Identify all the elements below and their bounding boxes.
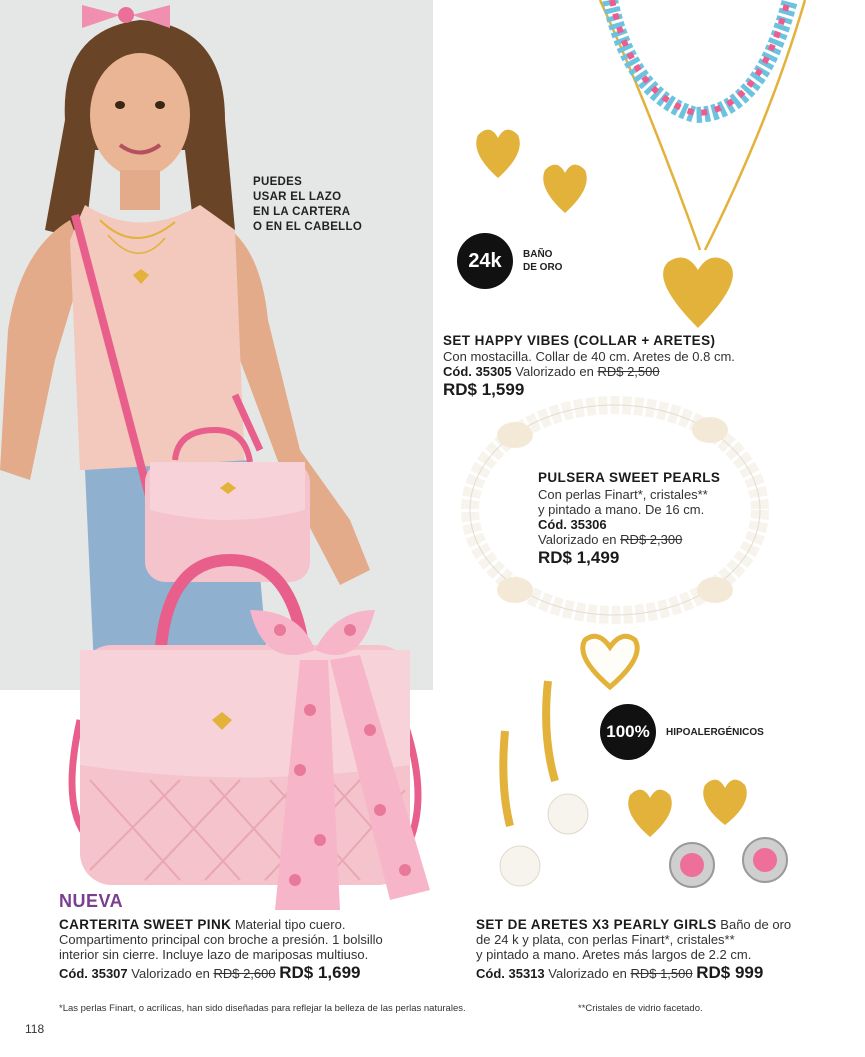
valued-label: Valorizado en (548, 966, 627, 981)
price-row (59, 965, 383, 981)
pearls-footnote: *Las perlas Finart, o acrílicas, han sido diseñadas para reflejar la belleza de las perlas naturales. (59, 1003, 466, 1014)
gold-label-line: DE ORO (523, 262, 563, 273)
product-title: PULSERA SWEET PEARLS (538, 470, 721, 485)
new-tag: NUEVA (59, 891, 124, 911)
title-row (59, 917, 383, 932)
crystals-footnote: **Cristales de vidrio facetado. (578, 1003, 703, 1014)
pearly-girls-info (476, 917, 791, 981)
gold-heart-earrings-image (470, 123, 590, 218)
heart-and-crystal-studs-image (620, 775, 800, 895)
valued-row (538, 532, 720, 547)
product-description-line: interior sin cierre. Incluye lazo de mariposas multiuso. (59, 947, 369, 962)
page-number: 118 (25, 1022, 45, 1036)
product-price: RD$ 999 (696, 963, 764, 982)
callout-line: O EN EL CABELLO (253, 221, 363, 233)
product-code: Cód. 35306 (538, 517, 607, 532)
callout-line: EN LA CARTERA (253, 206, 351, 218)
valued-label: Valorizado en (131, 966, 210, 981)
product-title: CARTERITA SWEET PINK (59, 917, 232, 932)
gold-plating-label (523, 248, 562, 274)
product-code: Cód. 35307 (59, 966, 128, 981)
product-description-line: Con perlas Finart*, cristales** (538, 487, 708, 502)
callout-line: PUEDES (253, 176, 303, 188)
product-code: Cód. 35313 (476, 966, 545, 981)
product-description-first: Material tipo cuero. (234, 917, 346, 932)
pink-handbag-with-bow-image (60, 550, 460, 920)
callout-line: USAR EL LAZO (253, 191, 342, 203)
hypoallergenic-badge: 100% (600, 704, 656, 760)
product-description: Con mostacilla. Collar de 40 cm. Aretes de 0.8 cm. (443, 349, 735, 364)
product-title: SET DE ARETES X3 PEARLY GIRLS (476, 917, 717, 932)
gold-plating-badge: 24k (457, 233, 513, 289)
product-price: RD$ 1,699 (279, 963, 361, 982)
hypoallergenic-label: HIPOALERGÉNICOS (666, 727, 764, 738)
bow-usage-callout (253, 175, 362, 235)
heart-necklace-image (590, 0, 860, 340)
pearl-drop-earrings-image (480, 676, 600, 891)
product-description-line: y pintado a mano. Aretes más largos de 2.2 cm. (476, 947, 752, 962)
sweet-pink-info (59, 917, 383, 981)
product-description-line: y pintado a mano. De 16 cm. (538, 502, 705, 517)
product-code-row (443, 364, 735, 379)
product-description-first: Baño de oro (720, 917, 792, 932)
product-title: SET HAPPY VIBES (COLLAR + ARETES) (443, 333, 716, 348)
happy-vibes-info (443, 333, 735, 400)
old-price: RD$ 2,500 (597, 364, 660, 379)
product-price: RD$ 1,499 (538, 548, 620, 567)
price-row (476, 965, 791, 981)
product-description-line: Compartimento principal con broche a presión. 1 bolsillo (59, 932, 383, 947)
product-code: Cód. 35305 (443, 364, 512, 379)
title-row (476, 917, 791, 932)
old-price: RD$ 1,500 (630, 966, 693, 981)
sweet-pearls-info (538, 470, 720, 568)
product-description-line: de 24 k y plata, con perlas Finart*, cristales** (476, 932, 735, 947)
valued-label: Valorizado en (515, 364, 594, 379)
product-price: RD$ 1,599 (443, 380, 525, 399)
old-price: RD$ 2,300 (620, 532, 683, 547)
valued-label: Valorizado en (538, 532, 617, 547)
gold-label-line: BAÑO (523, 249, 553, 260)
old-price: RD$ 2,600 (213, 966, 276, 981)
